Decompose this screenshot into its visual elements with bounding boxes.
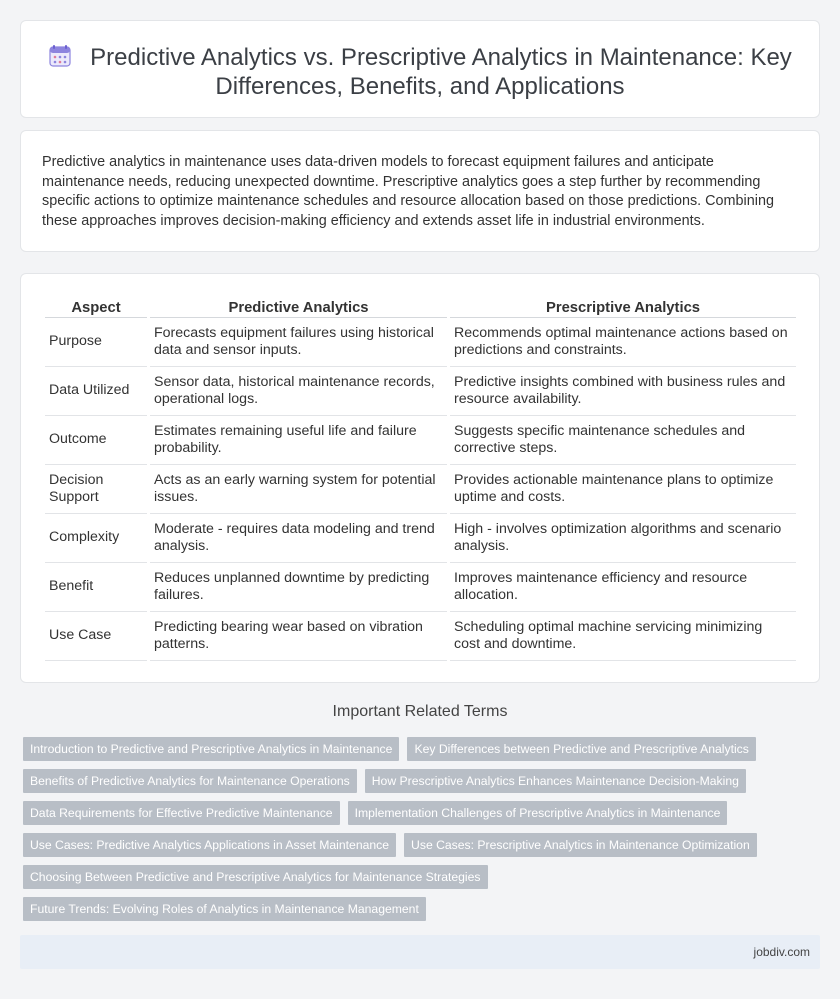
related-term-link[interactable]: Use Cases: Prescriptive Analytics in Maintenance Optimization (404, 833, 757, 857)
footer (20, 935, 820, 969)
related-term-link[interactable]: Key Differences between Predictive and Prescriptive Analytics (407, 737, 755, 761)
related-term-link[interactable]: Use Cases: Predictive Analytics Applications in Asset Maintenance (23, 833, 396, 857)
cell-prescriptive: Suggests specific maintenance schedules and corrective steps. (450, 416, 796, 465)
cell-aspect: Outcome (45, 416, 147, 465)
header-card (20, 20, 820, 118)
table-row (45, 514, 796, 563)
calendar-icon (48, 44, 72, 68)
tag-row (23, 737, 813, 769)
table-row (45, 563, 796, 612)
related-term-link[interactable]: How Prescriptive Analytics Enhances Maintenance Decision-Making (365, 769, 746, 793)
cell-aspect: Benefit (45, 563, 147, 612)
page-title (45, 43, 795, 101)
cell-aspect: Use Case (45, 612, 147, 661)
related-term-link[interactable]: Data Requirements for Effective Predictive Maintenance (23, 801, 340, 825)
table-row (45, 612, 796, 661)
cell-predictive: Forecasts equipment failures using historical data and sensor inputs. (150, 318, 447, 367)
table-row (45, 318, 796, 367)
cell-prescriptive: High - involves optimization algorithms and scenario analysis. (450, 514, 796, 563)
tag-row (23, 769, 813, 801)
cell-predictive: Reduces unplanned downtime by predicting failures. (150, 563, 447, 612)
title-wrap (45, 43, 795, 101)
cell-prescriptive: Predictive insights combined with business rules and resource availability. (450, 367, 796, 416)
cell-predictive: Sensor data, historical maintenance records, operational logs. (150, 367, 447, 416)
related-term-link[interactable]: Future Trends: Evolving Roles of Analytics in Maintenance Management (23, 897, 426, 921)
table-row (45, 367, 796, 416)
related-term-link[interactable]: Introduction to Predictive and Prescriptive Analytics in Maintenance (23, 737, 399, 761)
related-terms-list (23, 737, 813, 929)
title-text: Predictive Analytics vs. Prescriptive Analytics in Maintenance: Key Differences, Benefits, and Applications (90, 44, 792, 100)
table-row (45, 416, 796, 465)
related-terms-heading: Important Related Terms (332, 703, 508, 720)
cell-predictive: Predicting bearing wear based on vibration patterns. (150, 612, 447, 661)
cell-prescriptive: Scheduling optimal machine servicing minimizing cost and downtime. (450, 612, 796, 661)
cell-prescriptive: Improves maintenance efficiency and resource allocation. (450, 563, 796, 612)
related-term-link[interactable]: Benefits of Predictive Analytics for Maintenance Operations (23, 769, 357, 793)
tag-row (23, 801, 813, 833)
comparison-table (42, 296, 799, 661)
related-term-link[interactable]: Choosing Between Predictive and Prescriptive Analytics for Maintenance Strategies (23, 865, 488, 889)
cell-predictive: Acts as an early warning system for potential issues. (150, 465, 447, 514)
intro-paragraph: Predictive analytics in maintenance uses data-driven models to forecast equipment failures and anticipate maintenance needs, reducing unexpected downtime. Prescriptive analytics goes a step further by recommending specific actions to optimize maintenance schedules and resource allocation based on those predictions. Combining these approaches improves decision-making efficiency and extends asset life in industrial environments. (42, 154, 774, 229)
header-aspect: Aspect (45, 296, 147, 318)
cell-prescriptive: Provides actionable maintenance plans to optimize uptime and costs. (450, 465, 796, 514)
cell-aspect: Decision Support (45, 465, 147, 514)
related-term-link[interactable]: Implementation Challenges of Prescriptive Analytics in Maintenance (348, 801, 728, 825)
cell-aspect: Data Utilized (45, 367, 147, 416)
comparison-card (20, 273, 820, 683)
tag-row (23, 865, 813, 897)
cell-aspect: Complexity (45, 514, 147, 563)
tag-row (23, 897, 813, 929)
footer-site-link[interactable]: jobdiv.com (753, 945, 810, 959)
tag-row (23, 833, 813, 865)
header-predictive: Predictive Analytics (150, 296, 447, 318)
cell-aspect: Purpose (45, 318, 147, 367)
header-prescriptive: Prescriptive Analytics (450, 296, 796, 318)
cell-prescriptive: Recommends optimal maintenance actions based on predictions and constraints. (450, 318, 796, 367)
table-row (45, 465, 796, 514)
cell-predictive: Moderate - requires data modeling and trend analysis. (150, 514, 447, 563)
cell-predictive: Estimates remaining useful life and failure probability. (150, 416, 447, 465)
table-header-row (45, 296, 796, 318)
intro-card (20, 130, 820, 252)
